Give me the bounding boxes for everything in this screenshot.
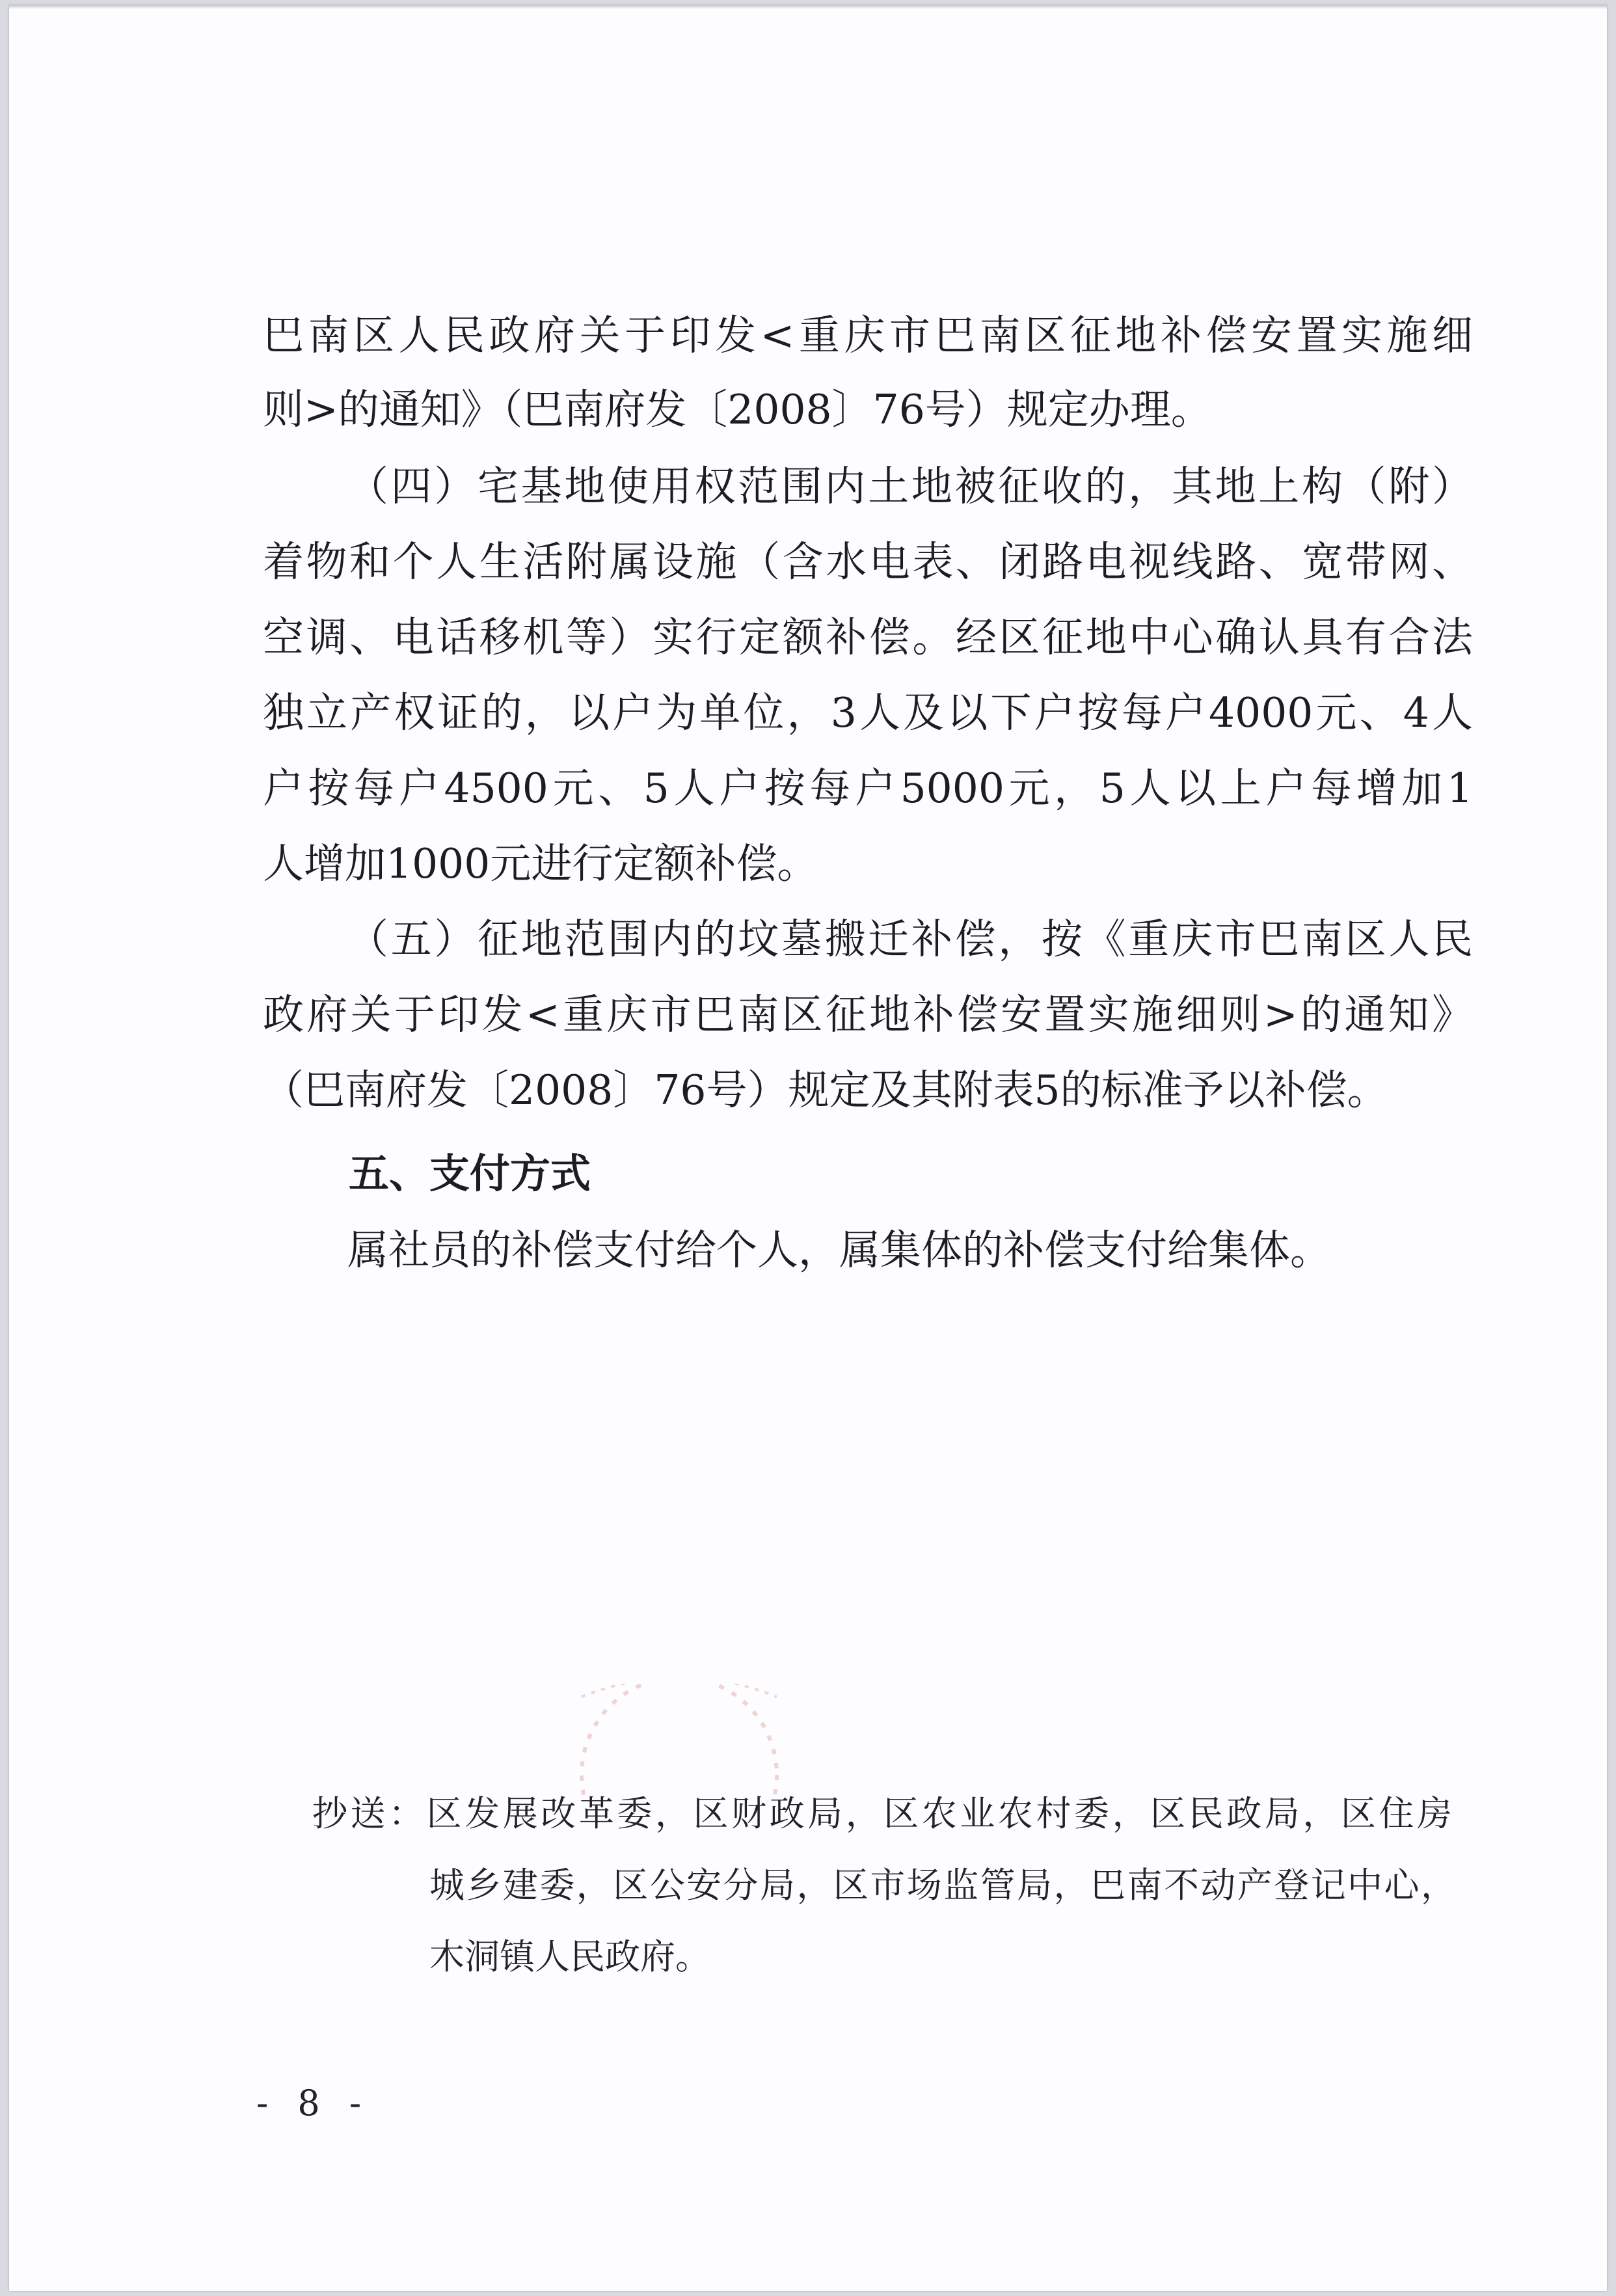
paragraph-line: （四）宅基地使用权范围内土地被征收的，其地上构（附）: [347, 463, 1473, 510]
paragraph-line: 人增加1000元进行定额补偿。: [263, 840, 818, 887]
paragraph-line: 巴南区人民政府关于印发<重庆市巴南区征地补偿安置实施细: [263, 312, 1473, 359]
paragraph-line: 政府关于印发<重庆市巴南区征地补偿安置实施细则>的通知》: [263, 991, 1473, 1038]
paragraph-line: 户按每户4500元、5人户按每户5000元，5人以上户每增加1: [263, 764, 1473, 812]
faded-seal-stamp: [543, 1684, 816, 1801]
section-heading: 五、支付方式: [349, 1150, 591, 1197]
cc-line: 抄送：区发展改革委，区财政局，区农业农村委，区民政局，区住房: [312, 1793, 1452, 1834]
paragraph-line: 则>的通知》（巴南府发〔2008〕76号）规定办理。: [263, 386, 1212, 433]
paragraph-line: （五）征地范围内的坟墓搬迁补偿，按《重庆市巴南区人民: [347, 915, 1473, 963]
paragraph-line: 着物和个人生活附属设施（含水电表、闭路电视线路、宽带网、: [263, 538, 1473, 586]
paragraph-line: 空调、电话移机等）实行定额补偿。经区征地中心确认具有合法: [263, 614, 1473, 661]
scan-edge: [9, 5, 1607, 9]
payment-text: 属社员的补偿支付给个人，属集体的补偿支付给集体。: [347, 1226, 1331, 1274]
paragraph-line: （巴南府发〔2008〕76号）规定及其附表5的标准予以补偿。: [263, 1066, 1388, 1114]
cc-line: 城乡建委，区公安分局，区市场监管局，巴南不动产登记中心，: [429, 1865, 1456, 1906]
paragraph-line: 独立产权证的，以户为单位，3人及以下户按每户4000元、4人: [263, 689, 1473, 736]
document-page: [9, 5, 1607, 2291]
cc-line: 木洞镇人民政府。: [429, 1936, 710, 1977]
page-number: - 8 -: [256, 2083, 371, 2124]
